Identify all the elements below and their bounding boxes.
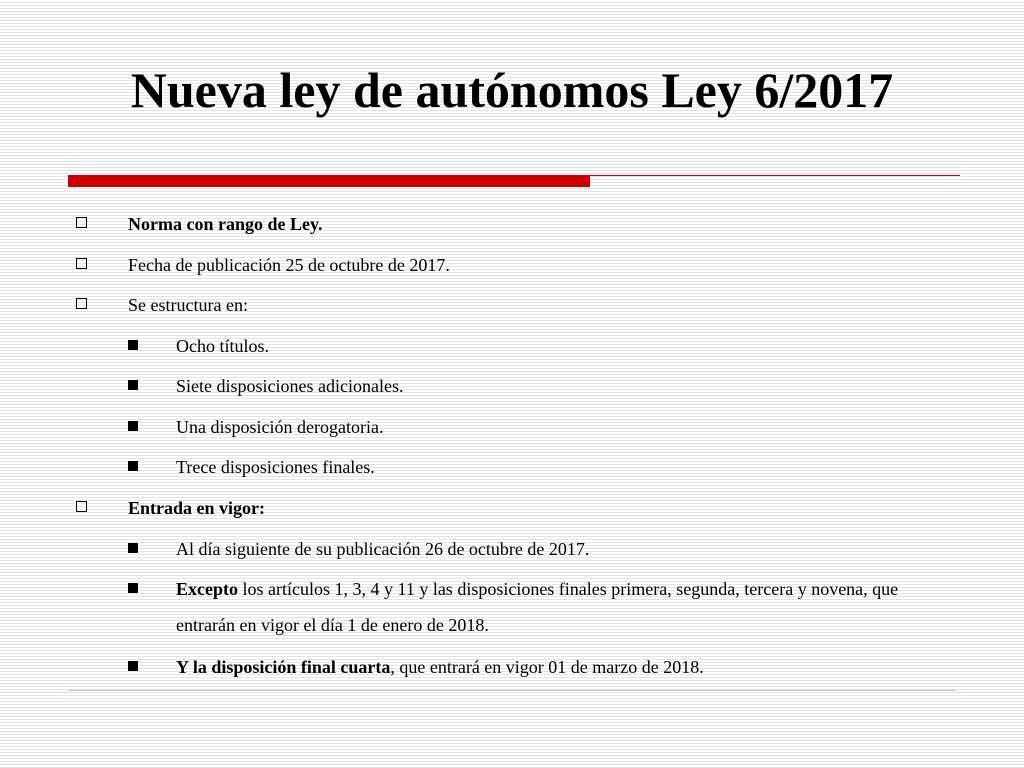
bullet-text-bold: Excepto (176, 579, 238, 599)
bullet-text: Norma con rango de Ley. (128, 214, 323, 234)
list-item (76, 206, 322, 242)
list-item (128, 368, 958, 404)
bullet-text: Siete disposiciones adicionales. (176, 376, 404, 396)
bullet-text: Al día siguiente de su publicación 26 de octubre de 2017. (176, 539, 590, 559)
hollow-square-bullet-icon (76, 298, 87, 309)
bullet-text: Una disposición derogatoria. (176, 417, 384, 437)
list-item (128, 571, 958, 643)
solid-square-bullet-icon (128, 421, 138, 431)
list-item (76, 490, 265, 526)
hollow-square-bullet-icon (76, 258, 87, 269)
solid-square-bullet-icon (128, 543, 138, 553)
bullet-text: Trece disposiciones finales. (176, 457, 375, 477)
solid-square-bullet-icon (128, 661, 138, 671)
bullet-text: Fecha de publicación 25 de octubre de 2017. (128, 255, 450, 275)
slide-title: Nueva ley de autónomos Ley 6/2017 (130, 62, 894, 118)
list-item (128, 649, 958, 685)
bullet-text: los artículos 1, 3, 4 y 11 y las disposiciones finales primera, segunda, tercera y novena, que entrarán en vigor el día 1 de enero de 2018. (176, 579, 899, 635)
bottom-divider (68, 690, 956, 691)
hollow-square-bullet-icon (76, 501, 87, 512)
bullet-text-bold: Y la disposición final cuarta (176, 657, 391, 677)
list-item (128, 328, 958, 364)
solid-square-bullet-icon (128, 583, 138, 593)
list-item (76, 287, 248, 323)
solid-square-bullet-icon (128, 461, 138, 471)
bullet-text: , que entrará en vigor 01 de marzo de 2018. (390, 657, 704, 677)
bullet-text: Ocho títulos. (176, 336, 269, 356)
list-item (128, 531, 958, 567)
list-item (76, 247, 450, 283)
bullet-text: Se estructura en: (128, 295, 248, 315)
solid-square-bullet-icon (128, 380, 138, 390)
list-item (128, 409, 958, 445)
list-item (128, 449, 958, 485)
solid-square-bullet-icon (128, 340, 138, 350)
bullet-text: Entrada en vigor: (128, 498, 265, 518)
hollow-square-bullet-icon (76, 217, 87, 228)
